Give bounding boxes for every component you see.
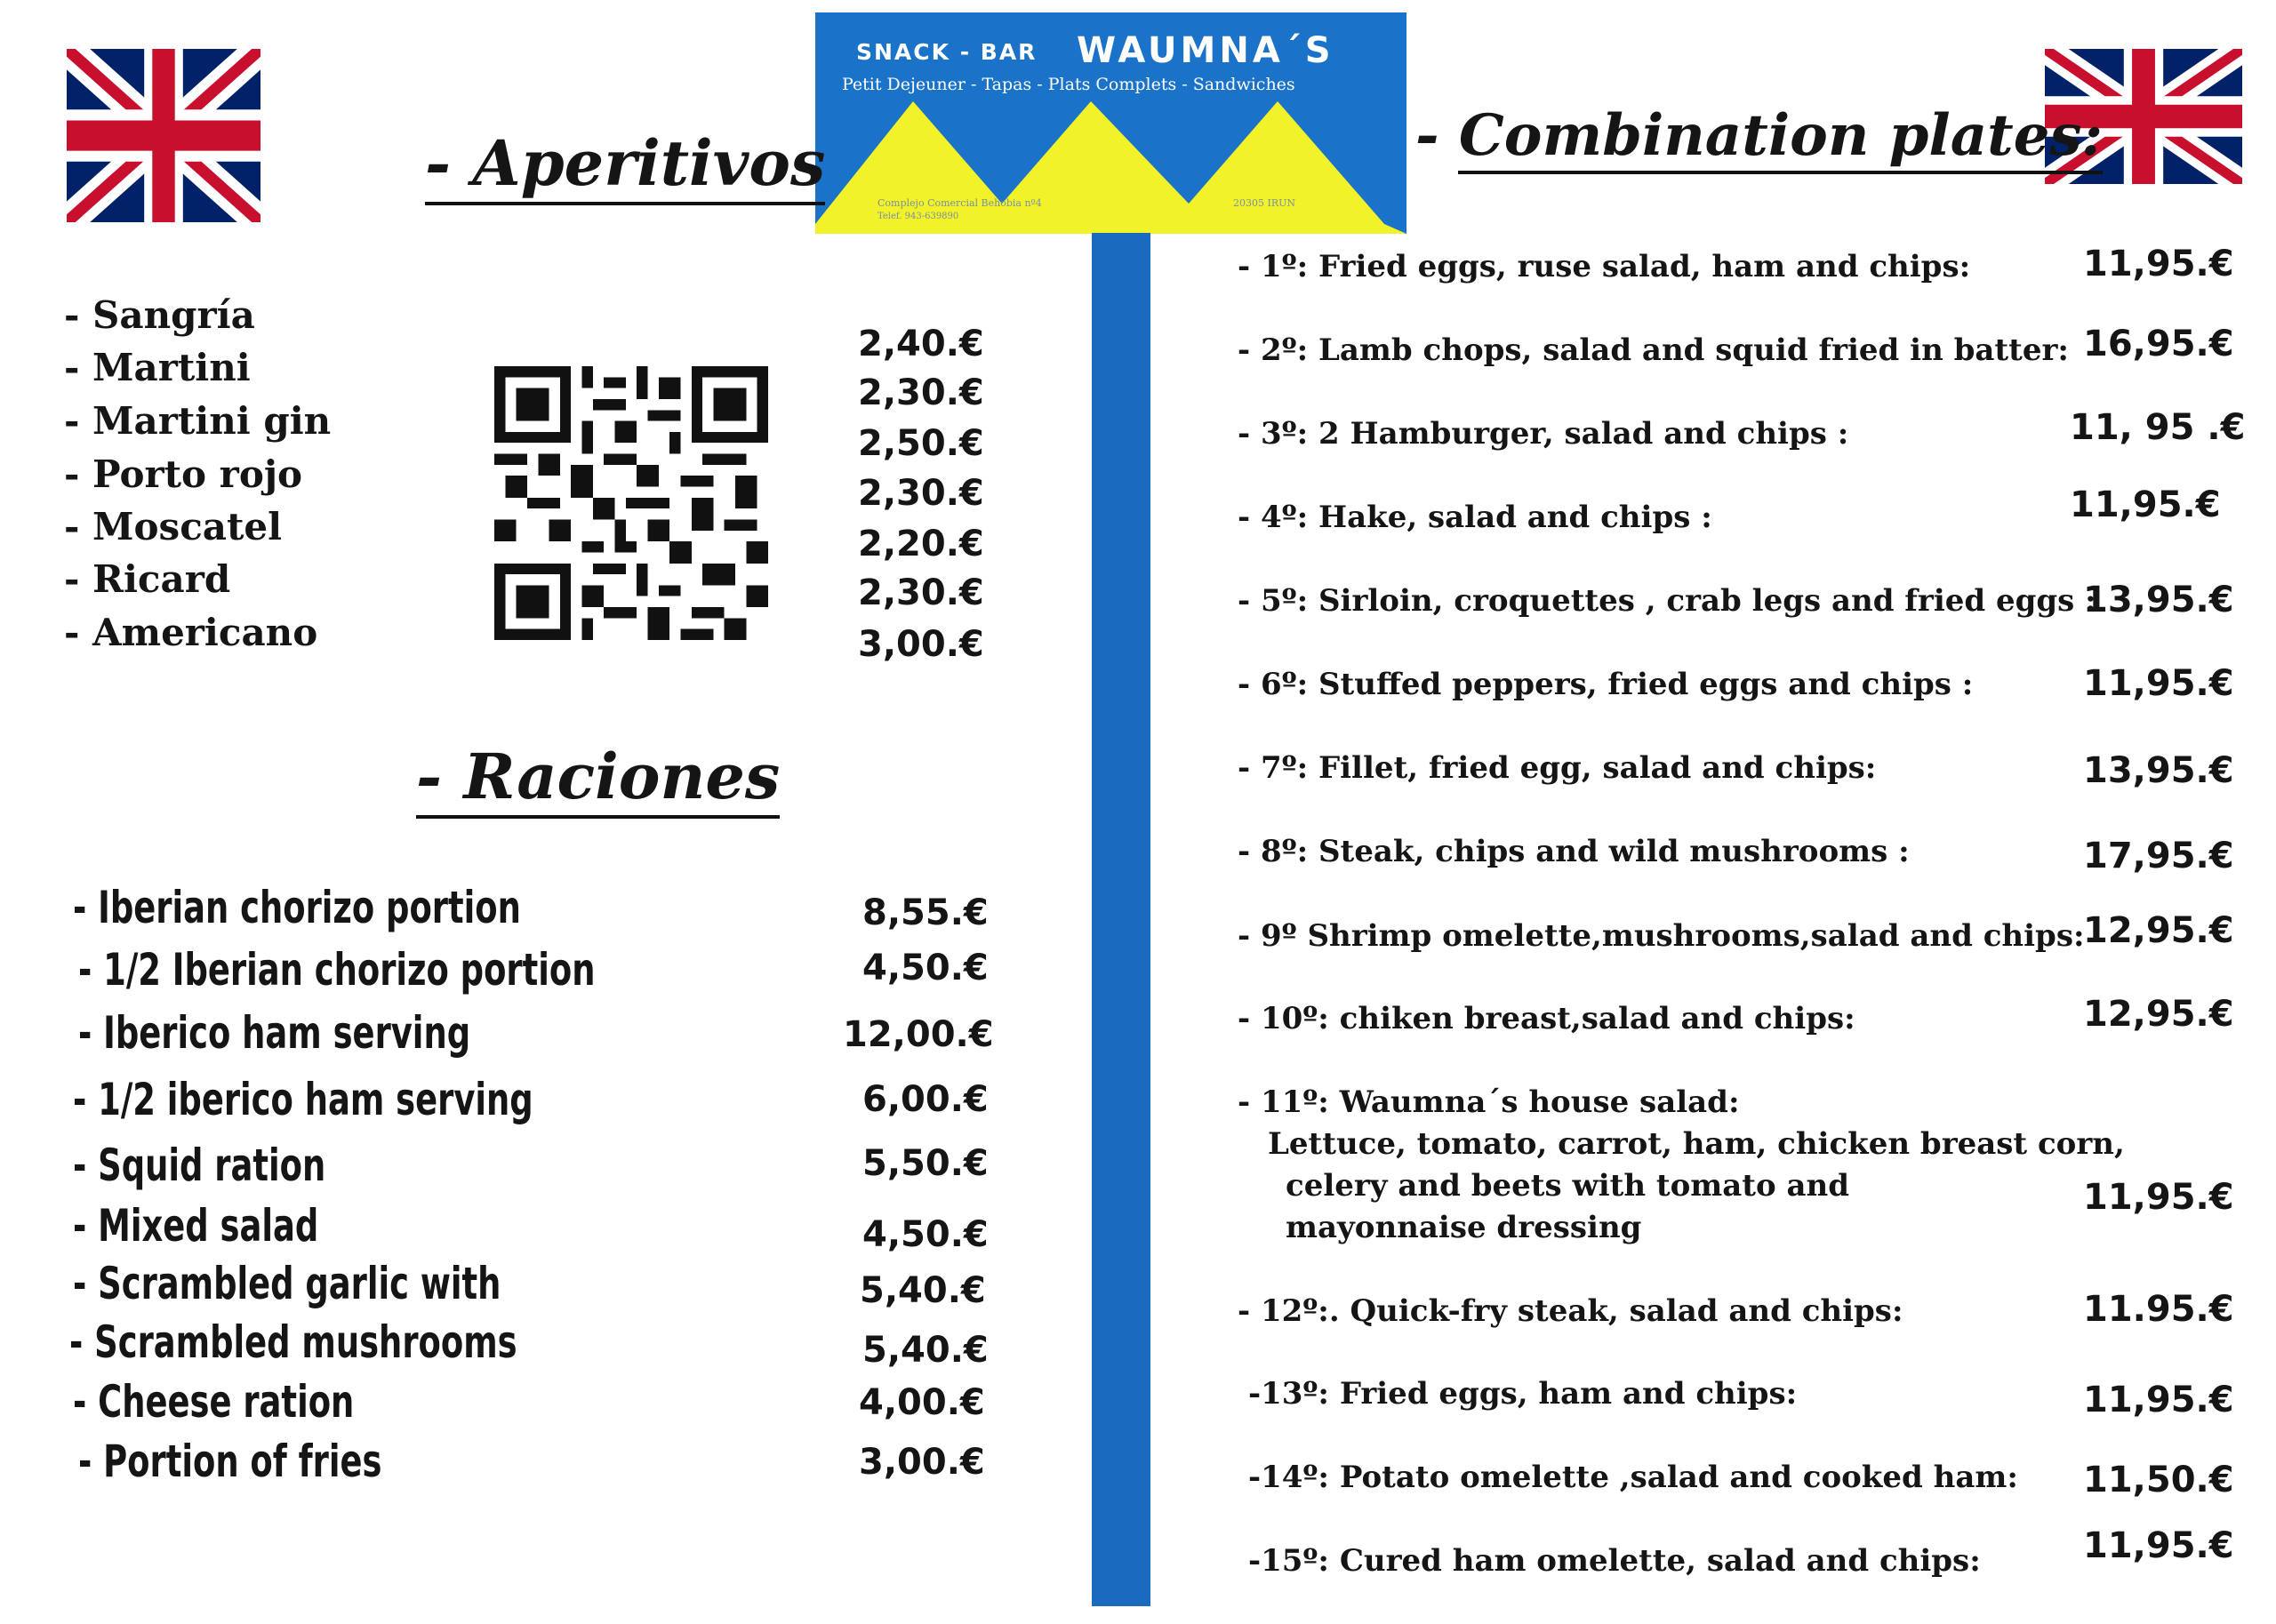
price: 3,00.€ <box>858 624 984 665</box>
list-item: - Americano <box>64 611 318 654</box>
price: 11, 95 .€ <box>2070 407 2246 448</box>
price: 2,30.€ <box>858 473 984 514</box>
item-description: mayonnaise dressing <box>1286 1210 1642 1245</box>
list-item: - 1/2 Iberian chorizo portion <box>78 944 596 996</box>
price: 11,95.€ <box>2070 484 2221 525</box>
list-item: - 7º: Fillet, fried egg, salad and chips: <box>1238 750 1877 786</box>
list-item: -13º: Fried eggs, ham and chips: <box>1248 1376 1798 1412</box>
price: 13,95.€ <box>2083 750 2234 791</box>
list-item: - Martini <box>64 346 251 389</box>
list-item: - 1º: Fried eggs, ruse salad, ham and chips: <box>1238 249 1971 284</box>
price: 16,95.€ <box>2083 324 2234 364</box>
uk-flag-icon <box>67 49 260 222</box>
list-item: - 3º: 2 Hamburger, salad and chips : <box>1238 416 1849 452</box>
list-item: - Iberian chorizo portion <box>73 882 521 933</box>
price: 8,55.€ <box>862 892 989 933</box>
price: 4,50.€ <box>862 948 989 988</box>
item-description: Lettuce, tomato, carrot, ham, chicken breast corn, <box>1268 1126 2125 1162</box>
list-item: - 4º: Hake, salad and chips : <box>1238 500 1712 535</box>
raciones-heading: - Raciones <box>416 740 780 813</box>
price: 11.95.€ <box>2083 1289 2234 1330</box>
list-item: - 9º Shrimp omelette,mushrooms,salad and chips: <box>1238 918 2085 954</box>
price: 12,95.€ <box>2083 910 2234 951</box>
list-item: - 8º: Steak, chips and wild mushrooms : <box>1238 834 1910 869</box>
list-item: - 2º: Lamb chops, salad and squid fried in batter: <box>1238 332 2069 368</box>
price: 11,95.€ <box>2083 1177 2234 1218</box>
list-item: - Ricard <box>64 557 231 601</box>
price: 11,95.€ <box>2083 663 2234 704</box>
list-item: - Cheese ration <box>73 1376 355 1428</box>
price: 5,40.€ <box>860 1270 986 1311</box>
price: 5,40.€ <box>862 1330 989 1371</box>
list-item: - Sangría <box>64 293 255 337</box>
list-item: - Mixed salad <box>73 1200 319 1252</box>
list-item: - Scrambled garlic with <box>73 1258 501 1309</box>
combinations-heading: - Combination plates: <box>1415 102 2103 169</box>
list-item: - Moscatel <box>64 505 283 548</box>
price: 6,00.€ <box>862 1079 989 1120</box>
list-item: - 1/2 iberico ham serving <box>73 1074 533 1125</box>
list-item: -14º: Potato omelette ,salad and cooked ham: <box>1248 1460 2018 1495</box>
price: 3,00.€ <box>859 1442 985 1483</box>
price: 4,00.€ <box>859 1382 985 1423</box>
price: 17,95.€ <box>2083 836 2234 876</box>
price: 11,95.€ <box>2083 1525 2234 1566</box>
list-item: - 10º: chiken breast,salad and chips: <box>1238 1001 1855 1036</box>
list-item: -15º: Cured ham omelette, salad and chips: <box>1248 1543 1981 1579</box>
price: 13,95.€ <box>2083 580 2234 620</box>
price: 11,50.€ <box>2083 1460 2234 1500</box>
brand-name: WAUMNA´S <box>1077 30 1334 71</box>
list-item: - 11º: Waumna´s house salad: <box>1238 1084 1740 1120</box>
sign-address: Complejo Comercial Behobia nº4 <box>878 197 1042 209</box>
price: 11,95.€ <box>2083 1380 2234 1420</box>
list-item: - Scrambled mushrooms <box>69 1316 517 1368</box>
item-description: celery and beets with tomato and <box>1286 1168 1850 1204</box>
price: 2,20.€ <box>858 524 984 564</box>
price: 5,50.€ <box>862 1143 989 1184</box>
aperitivos-heading: - Aperitivos <box>425 126 825 200</box>
sign-zip: 20305 IRUN <box>1233 197 1296 209</box>
price: 12,95.€ <box>2083 994 2234 1035</box>
price: 2,30.€ <box>858 572 984 613</box>
list-item: - 5º: Sirloin, croquettes , crab legs and fried eggs : <box>1238 583 2096 619</box>
list-item: - Portion of fries <box>78 1436 382 1487</box>
qr-code-icon[interactable] <box>494 366 768 640</box>
list-item: - 12º:. Quick-fry steak, salad and chips: <box>1238 1293 1903 1329</box>
snack-bar-label: SNACK - BAR <box>856 39 1038 65</box>
sign-phone: Telef. 943-639890 <box>878 212 959 221</box>
price: 2,30.€ <box>858 372 984 413</box>
restaurant-sign <box>815 12 1406 234</box>
price: 12,00.€ <box>843 1014 994 1055</box>
list-item: - Iberico ham serving <box>78 1007 471 1059</box>
list-item: - Squid ration <box>73 1140 326 1191</box>
list-item: - 6º: Stuffed peppers, fried eggs and chips : <box>1238 667 1974 702</box>
sign-pole <box>1092 233 1150 1606</box>
sign-subtitle: Petit Dejeuner - Tapas - Plats Complets - Sandwiches <box>842 75 1295 94</box>
list-item: - Porto rojo <box>64 452 303 496</box>
list-item: - Martini gin <box>64 399 332 443</box>
price: 2,50.€ <box>858 423 984 464</box>
price: 11,95.€ <box>2083 244 2234 284</box>
price: 4,50.€ <box>862 1214 989 1255</box>
price: 2,40.€ <box>858 324 984 364</box>
